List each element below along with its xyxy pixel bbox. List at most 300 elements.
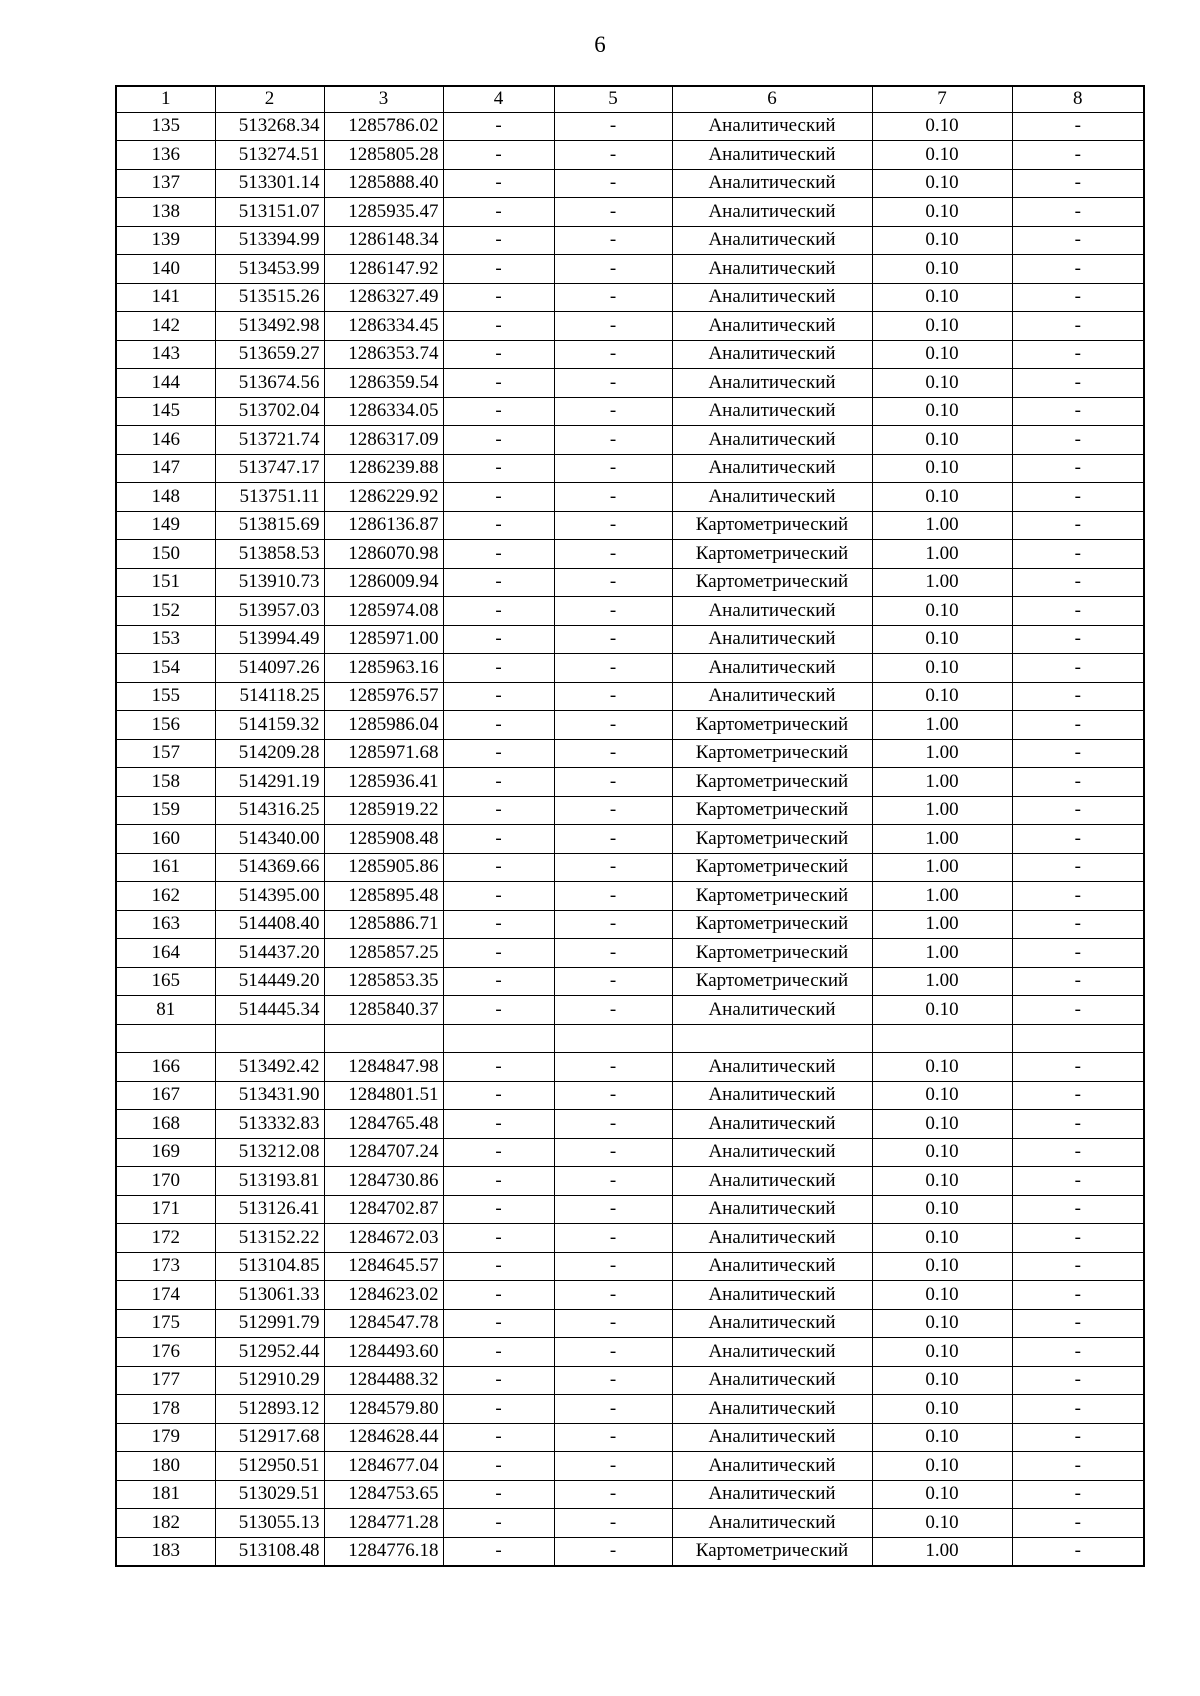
x-coordinate-cell: 513108.48: [215, 1537, 324, 1566]
col4-cell: -: [443, 1452, 554, 1481]
x-coordinate-cell: 512910.29: [215, 1366, 324, 1395]
x-coordinate-cell: 513274.51: [215, 141, 324, 170]
y-coordinate-cell: 1285986.04: [324, 711, 443, 740]
method-cell: Аналитический: [672, 169, 872, 198]
col8-cell: -: [1012, 1395, 1144, 1424]
method-cell: Картометрический: [672, 711, 872, 740]
col4-cell: -: [443, 1537, 554, 1566]
col5-cell: -: [554, 1366, 672, 1395]
column-header: 2: [215, 86, 324, 112]
table-row: [116, 996, 1144, 1025]
x-coordinate-cell: 513431.90: [215, 1081, 324, 1110]
y-coordinate-cell: 1285888.40: [324, 169, 443, 198]
y-coordinate-cell: 1286229.92: [324, 483, 443, 512]
point-number-cell: 150: [116, 540, 215, 569]
y-coordinate-cell: 1284623.02: [324, 1281, 443, 1310]
point-number-cell: 167: [116, 1081, 215, 1110]
col4-cell: -: [443, 967, 554, 996]
col4-cell: -: [443, 141, 554, 170]
col5-cell: -: [554, 910, 672, 939]
precision-cell: 0.10: [872, 226, 1012, 255]
y-coordinate-cell: 1286334.45: [324, 312, 443, 341]
point-number-cell: 141: [116, 283, 215, 312]
y-coordinate-cell: 1285886.71: [324, 910, 443, 939]
x-coordinate-cell: 514159.32: [215, 711, 324, 740]
col5-cell: -: [554, 882, 672, 911]
precision-cell: 1.00: [872, 711, 1012, 740]
precision-cell: 0.10: [872, 312, 1012, 341]
table-row: [116, 967, 1144, 996]
x-coordinate-cell: 513301.14: [215, 169, 324, 198]
col5-cell: -: [554, 768, 672, 797]
method-cell: Аналитический: [672, 312, 872, 341]
table-row: [116, 1309, 1144, 1338]
method-cell: Аналитический: [672, 340, 872, 369]
precision-cell: 0.10: [872, 369, 1012, 398]
x-coordinate-cell: 513910.73: [215, 568, 324, 597]
precision-cell: 1.00: [872, 768, 1012, 797]
point-number-cell: 153: [116, 625, 215, 654]
column-header: 8: [1012, 86, 1144, 112]
precision-cell: 0.10: [872, 1509, 1012, 1538]
point-number-cell: 81: [116, 996, 215, 1025]
col5-cell: -: [554, 1138, 672, 1167]
col8-cell: -: [1012, 1081, 1144, 1110]
x-coordinate-cell: 513747.17: [215, 454, 324, 483]
y-coordinate-cell: 1286353.74: [324, 340, 443, 369]
col5-cell: -: [554, 1167, 672, 1196]
col5-cell: -: [554, 654, 672, 683]
precision-cell: 0.10: [872, 597, 1012, 626]
col8-cell: -: [1012, 882, 1144, 911]
col5-cell: -: [554, 511, 672, 540]
col8-cell: -: [1012, 1537, 1144, 1566]
column-header: 1: [116, 86, 215, 112]
point-number-cell: 178: [116, 1395, 215, 1424]
col5-cell: [554, 1024, 672, 1053]
precision-cell: 0.10: [872, 397, 1012, 426]
point-number-cell: 151: [116, 568, 215, 597]
col4-cell: -: [443, 369, 554, 398]
col5-cell: -: [554, 682, 672, 711]
precision-cell: 0.10: [872, 1138, 1012, 1167]
table-row: [116, 682, 1144, 711]
precision-cell: 0.10: [872, 426, 1012, 455]
col5-cell: -: [554, 1053, 672, 1082]
x-coordinate-cell: 513659.27: [215, 340, 324, 369]
col5-cell: -: [554, 1338, 672, 1367]
y-coordinate-cell: 1285976.57: [324, 682, 443, 711]
x-coordinate-cell: 512950.51: [215, 1452, 324, 1481]
x-coordinate-cell: 513492.42: [215, 1053, 324, 1082]
y-coordinate-cell: 1284707.24: [324, 1138, 443, 1167]
col8-cell: -: [1012, 141, 1144, 170]
col8-cell: -: [1012, 312, 1144, 341]
col4-cell: -: [443, 739, 554, 768]
table-row: [116, 540, 1144, 569]
y-coordinate-cell: 1286070.98: [324, 540, 443, 569]
precision-cell: 0.10: [872, 1338, 1012, 1367]
col4-cell: -: [443, 1252, 554, 1281]
table-row: [116, 1081, 1144, 1110]
col5-cell: -: [554, 1309, 672, 1338]
coordinates-table: [115, 85, 1145, 1567]
y-coordinate-cell: 1285908.48: [324, 825, 443, 854]
col4-cell: -: [443, 1224, 554, 1253]
y-coordinate-cell: 1286136.87: [324, 511, 443, 540]
col4-cell: -: [443, 882, 554, 911]
x-coordinate-cell: 512991.79: [215, 1309, 324, 1338]
col8-cell: -: [1012, 255, 1144, 284]
col5-cell: -: [554, 625, 672, 654]
col5-cell: -: [554, 226, 672, 255]
x-coordinate-cell: 513515.26: [215, 283, 324, 312]
col5-cell: -: [554, 397, 672, 426]
col8-cell: -: [1012, 540, 1144, 569]
table-body: [116, 86, 1144, 1566]
table-row: [116, 511, 1144, 540]
col8-cell: -: [1012, 796, 1144, 825]
col5-cell: -: [554, 796, 672, 825]
col4-cell: -: [443, 483, 554, 512]
col4-cell: -: [443, 1167, 554, 1196]
method-cell: [672, 1024, 872, 1053]
col4-cell: -: [443, 283, 554, 312]
y-coordinate-cell: [324, 1024, 443, 1053]
col8-cell: [1012, 1024, 1144, 1053]
table-row: [116, 169, 1144, 198]
method-cell: Аналитический: [672, 1081, 872, 1110]
column-header: 3: [324, 86, 443, 112]
col4-cell: -: [443, 312, 554, 341]
col8-cell: -: [1012, 369, 1144, 398]
method-cell: Картометрический: [672, 540, 872, 569]
point-number-cell: 180: [116, 1452, 215, 1481]
col8-cell: -: [1012, 226, 1144, 255]
x-coordinate-cell: 514316.25: [215, 796, 324, 825]
method-cell: Аналитический: [672, 198, 872, 227]
table-row: [116, 568, 1144, 597]
method-cell: Аналитический: [672, 1366, 872, 1395]
col8-cell: -: [1012, 1195, 1144, 1224]
x-coordinate-cell: 513858.53: [215, 540, 324, 569]
col4-cell: -: [443, 910, 554, 939]
point-number-cell: 174: [116, 1281, 215, 1310]
col8-cell: -: [1012, 1509, 1144, 1538]
y-coordinate-cell: 1285919.22: [324, 796, 443, 825]
y-coordinate-cell: 1285895.48: [324, 882, 443, 911]
precision-cell: 0.10: [872, 454, 1012, 483]
y-coordinate-cell: 1284547.78: [324, 1309, 443, 1338]
y-coordinate-cell: 1285935.47: [324, 198, 443, 227]
col4-cell: -: [443, 1053, 554, 1082]
x-coordinate-cell: 514118.25: [215, 682, 324, 711]
precision-cell: 1.00: [872, 568, 1012, 597]
table-row: [116, 768, 1144, 797]
col4-cell: -: [443, 1281, 554, 1310]
col8-cell: -: [1012, 996, 1144, 1025]
col8-cell: -: [1012, 454, 1144, 483]
point-number-cell: 163: [116, 910, 215, 939]
point-number-cell: 152: [116, 597, 215, 626]
table-row: [116, 1252, 1144, 1281]
col4-cell: -: [443, 1338, 554, 1367]
col8-cell: -: [1012, 1167, 1144, 1196]
method-cell: Аналитический: [672, 454, 872, 483]
point-number-cell: 145: [116, 397, 215, 426]
point-number-cell: 179: [116, 1423, 215, 1452]
point-number-cell: 172: [116, 1224, 215, 1253]
table-row: [116, 226, 1144, 255]
method-cell: Картометрический: [672, 768, 872, 797]
col8-cell: -: [1012, 483, 1144, 512]
y-coordinate-cell: 1284801.51: [324, 1081, 443, 1110]
col8-cell: -: [1012, 654, 1144, 683]
col5-cell: -: [554, 426, 672, 455]
col4-cell: -: [443, 1509, 554, 1538]
precision-cell: 1.00: [872, 939, 1012, 968]
point-number-cell: 168: [116, 1110, 215, 1139]
x-coordinate-cell: 514291.19: [215, 768, 324, 797]
point-number-cell: 175: [116, 1309, 215, 1338]
col4-cell: -: [443, 511, 554, 540]
point-number-cell: 148: [116, 483, 215, 512]
precision-cell: 1.00: [872, 882, 1012, 911]
y-coordinate-cell: 1286239.88: [324, 454, 443, 483]
col5-cell: -: [554, 169, 672, 198]
col4-cell: -: [443, 825, 554, 854]
point-number-cell: 139: [116, 226, 215, 255]
table-row: [116, 283, 1144, 312]
x-coordinate-cell: 513702.04: [215, 397, 324, 426]
col4-cell: -: [443, 454, 554, 483]
x-coordinate-cell: 513061.33: [215, 1281, 324, 1310]
table-row: [116, 1423, 1144, 1452]
y-coordinate-cell: 1285805.28: [324, 141, 443, 170]
x-coordinate-cell: 514445.34: [215, 996, 324, 1025]
table-row: [116, 1110, 1144, 1139]
col8-cell: -: [1012, 511, 1144, 540]
col5-cell: -: [554, 996, 672, 1025]
col4-cell: -: [443, 397, 554, 426]
col5-cell: -: [554, 825, 672, 854]
col4-cell: -: [443, 1480, 554, 1509]
table-row: [116, 796, 1144, 825]
x-coordinate-cell: 514449.20: [215, 967, 324, 996]
table-row: [116, 739, 1144, 768]
col8-cell: -: [1012, 169, 1144, 198]
col4-cell: -: [443, 597, 554, 626]
col4-cell: -: [443, 625, 554, 654]
x-coordinate-cell: 513104.85: [215, 1252, 324, 1281]
method-cell: Аналитический: [672, 996, 872, 1025]
precision-cell: 0.10: [872, 1252, 1012, 1281]
precision-cell: 1.00: [872, 540, 1012, 569]
y-coordinate-cell: 1284493.60: [324, 1338, 443, 1367]
method-cell: Аналитический: [672, 283, 872, 312]
method-cell: Картометрический: [672, 568, 872, 597]
col8-cell: -: [1012, 739, 1144, 768]
col5-cell: -: [554, 1395, 672, 1424]
precision-cell: 0.10: [872, 141, 1012, 170]
col8-cell: -: [1012, 568, 1144, 597]
col8-cell: -: [1012, 1138, 1144, 1167]
table-row: [116, 112, 1144, 141]
table-row: [116, 369, 1144, 398]
precision-cell: 1.00: [872, 739, 1012, 768]
x-coordinate-cell: 513029.51: [215, 1480, 324, 1509]
col8-cell: -: [1012, 711, 1144, 740]
col4-cell: -: [443, 768, 554, 797]
col5-cell: -: [554, 597, 672, 626]
precision-cell: 0.10: [872, 483, 1012, 512]
col5-cell: -: [554, 1110, 672, 1139]
y-coordinate-cell: 1285974.08: [324, 597, 443, 626]
method-cell: Аналитический: [672, 369, 872, 398]
method-cell: Картометрический: [672, 796, 872, 825]
col5-cell: -: [554, 1423, 672, 1452]
col5-cell: -: [554, 967, 672, 996]
point-number-cell: 144: [116, 369, 215, 398]
y-coordinate-cell: 1284730.86: [324, 1167, 443, 1196]
col8-cell: -: [1012, 1309, 1144, 1338]
col5-cell: -: [554, 1452, 672, 1481]
precision-cell: 0.10: [872, 1395, 1012, 1424]
col4-cell: -: [443, 654, 554, 683]
table-row: [116, 397, 1144, 426]
method-cell: Аналитический: [672, 141, 872, 170]
precision-cell: 1.00: [872, 853, 1012, 882]
table-row: [116, 1338, 1144, 1367]
method-cell: Картометрический: [672, 910, 872, 939]
y-coordinate-cell: 1284645.57: [324, 1252, 443, 1281]
col5-cell: -: [554, 340, 672, 369]
col8-cell: -: [1012, 939, 1144, 968]
col5-cell: -: [554, 939, 672, 968]
method-cell: Аналитический: [672, 112, 872, 141]
table-row: [116, 141, 1144, 170]
y-coordinate-cell: 1285971.68: [324, 739, 443, 768]
x-coordinate-cell: 513152.22: [215, 1224, 324, 1253]
precision-cell: 0.10: [872, 1480, 1012, 1509]
y-coordinate-cell: 1284765.48: [324, 1110, 443, 1139]
col4-cell: -: [443, 426, 554, 455]
col4-cell: -: [443, 996, 554, 1025]
y-coordinate-cell: 1285840.37: [324, 996, 443, 1025]
precision-cell: 0.10: [872, 1309, 1012, 1338]
table-row: [116, 1537, 1144, 1566]
col8-cell: -: [1012, 283, 1144, 312]
col8-cell: -: [1012, 1338, 1144, 1367]
table-row: [116, 1395, 1144, 1424]
col8-cell: -: [1012, 1053, 1144, 1082]
y-coordinate-cell: 1285936.41: [324, 768, 443, 797]
method-cell: Аналитический: [672, 1509, 872, 1538]
table-row: [116, 1024, 1144, 1053]
col4-cell: -: [443, 682, 554, 711]
col5-cell: -: [554, 853, 672, 882]
y-coordinate-cell: 1284771.28: [324, 1509, 443, 1538]
point-number-cell: 136: [116, 141, 215, 170]
col8-cell: -: [1012, 1252, 1144, 1281]
col5-cell: -: [554, 1509, 672, 1538]
precision-cell: 0.10: [872, 198, 1012, 227]
col8-cell: -: [1012, 853, 1144, 882]
col5-cell: -: [554, 1252, 672, 1281]
method-cell: Аналитический: [672, 226, 872, 255]
precision-cell: 0.10: [872, 255, 1012, 284]
header-row: [116, 86, 1144, 112]
col8-cell: -: [1012, 198, 1144, 227]
method-cell: Аналитический: [672, 625, 872, 654]
col5-cell: -: [554, 739, 672, 768]
table-row: [116, 198, 1144, 227]
y-coordinate-cell: 1285971.00: [324, 625, 443, 654]
method-cell: Аналитический: [672, 682, 872, 711]
column-header: 5: [554, 86, 672, 112]
col4-cell: -: [443, 198, 554, 227]
x-coordinate-cell: 513994.49: [215, 625, 324, 654]
col8-cell: -: [1012, 597, 1144, 626]
point-number-cell: 170: [116, 1167, 215, 1196]
y-coordinate-cell: 1284672.03: [324, 1224, 443, 1253]
col4-cell: -: [443, 853, 554, 882]
point-number-cell: 173: [116, 1252, 215, 1281]
x-coordinate-cell: [215, 1024, 324, 1053]
y-coordinate-cell: 1285853.35: [324, 967, 443, 996]
point-number-cell: 143: [116, 340, 215, 369]
table-row: [116, 1224, 1144, 1253]
col4-cell: -: [443, 1423, 554, 1452]
table-row: [116, 625, 1144, 654]
precision-cell: 0.10: [872, 1167, 1012, 1196]
point-number-cell: 176: [116, 1338, 215, 1367]
x-coordinate-cell: 513151.07: [215, 198, 324, 227]
precision-cell: 1.00: [872, 1537, 1012, 1566]
x-coordinate-cell: 514395.00: [215, 882, 324, 911]
precision-cell: 0.10: [872, 996, 1012, 1025]
col4-cell: -: [443, 226, 554, 255]
table-row: [116, 1138, 1144, 1167]
col8-cell: -: [1012, 1224, 1144, 1253]
col8-cell: -: [1012, 426, 1144, 455]
y-coordinate-cell: 1286317.09: [324, 426, 443, 455]
method-cell: Аналитический: [672, 654, 872, 683]
point-number-cell: 166: [116, 1053, 215, 1082]
point-number-cell: 160: [116, 825, 215, 854]
method-cell: Аналитический: [672, 597, 872, 626]
method-cell: Аналитический: [672, 1480, 872, 1509]
precision-cell: 0.10: [872, 625, 1012, 654]
x-coordinate-cell: 514408.40: [215, 910, 324, 939]
col5-cell: -: [554, 711, 672, 740]
y-coordinate-cell: 1285905.86: [324, 853, 443, 882]
table-row: [116, 483, 1144, 512]
table-row: [116, 1281, 1144, 1310]
y-coordinate-cell: 1285857.25: [324, 939, 443, 968]
method-cell: Аналитический: [672, 1309, 872, 1338]
point-number-cell: 161: [116, 853, 215, 882]
x-coordinate-cell: 513957.03: [215, 597, 324, 626]
precision-cell: 0.10: [872, 1110, 1012, 1139]
col8-cell: -: [1012, 1366, 1144, 1395]
x-coordinate-cell: 513815.69: [215, 511, 324, 540]
method-cell: Аналитический: [672, 1167, 872, 1196]
x-coordinate-cell: 513212.08: [215, 1138, 324, 1167]
point-number-cell: 171: [116, 1195, 215, 1224]
method-cell: Картометрический: [672, 825, 872, 854]
point-number-cell: 146: [116, 426, 215, 455]
